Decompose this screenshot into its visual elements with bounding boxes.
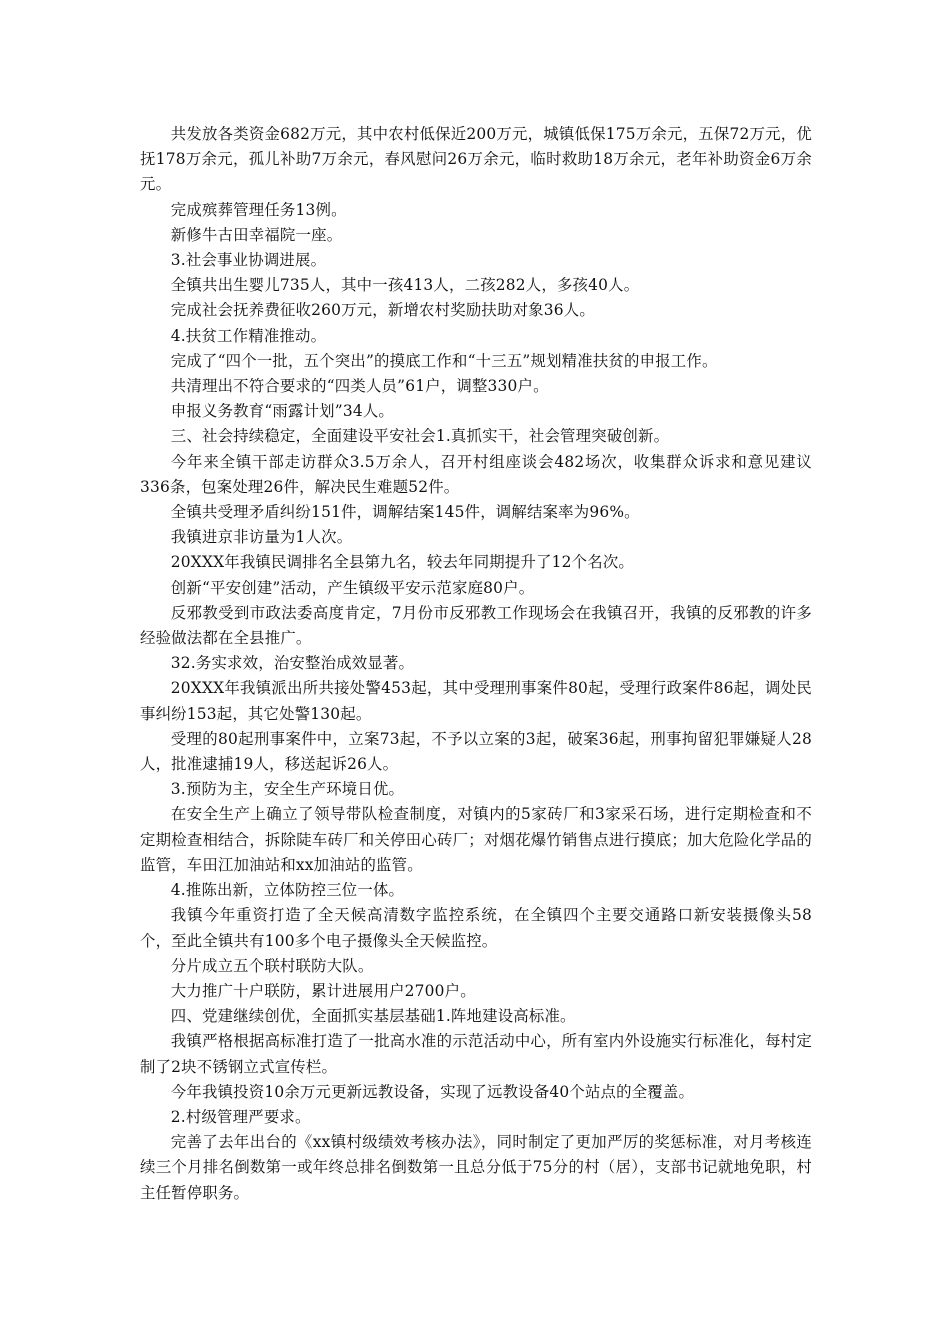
paragraph-cleanup: 共清理出不符合要求的“四类人员”61户，调整330户。 (170, 377, 549, 396)
paragraph-disputes: 全镇共受理矛盾纠纷151件，调解结案145件，调解结案率为96%。 (170, 503, 640, 522)
paragraph-heading-social: 3.社会事业协调进展。 (170, 251, 327, 270)
paragraph-criminal-cases: 受理的80起刑事案件中，立案73起，不予以立案的3起，破案36起，刑事拘留犯罪嫌疑人28人，批准逮捕19人，移送起诉26人。 (140, 729, 812, 774)
paragraph-heading-stability: 三、社会持续稳定，全面建设平安社会1.真抓实干，社会管理突破创新。 (170, 427, 670, 446)
paragraph-visits: 今年来全镇干部走访群众3.5万余人，召开村组座谈会482场次，收集群众诉求和意见建议336条，包案处理26件，解决民生难题52件。 (140, 452, 812, 496)
paragraph-assessment: 完善了去年出台的《xx镇村级绩效考核办法》，同时制定了更加严厉的奖惩标准，对月考核连续三个月排名倒数第一或年终总排名倒数第一且总分低于75分的村（居），支部书记就地免职，村主任暂停职务。 (140, 1133, 812, 1202)
paragraph-welfare-home: 新修牛古田幸福院一座。 (170, 225, 343, 244)
paragraph-safe-campaign: 创新“平安创建”活动，产生镇级平安示范家庭80户。 (170, 578, 535, 597)
paragraph-heading-safety: 3.预防为主，安全生产环境日优。 (170, 780, 405, 799)
paragraph-rain-plan: 申报义务教育“雨露计划”34人。 (170, 402, 395, 421)
paragraph-heading-village: 2.村级管理严要求。 (170, 1107, 311, 1126)
paragraph-heading-poverty: 4.扶贫工作精准推动。 (170, 326, 327, 345)
document-body (140, 122, 812, 1206)
paragraph-heading-prevention: 4.推陈出新，立体防控三位一体。 (170, 881, 405, 900)
paragraph-funds: 共发放各类资金682万元，其中农村低保近200万元，城镇低保175万余元，五保72万元，优抚178万余元，孤儿补助7万余元，春风慰问26万余元，临时救助18万余元，老年补助资金6万余元。 (140, 125, 812, 194)
paragraph-joint-defense: 分片成立五个联村联防大队。 (170, 956, 374, 975)
paragraph-activity-center: 我镇严格根据高标准打造了一批高水准的示范活动中心，所有室内外设施实行标准化，每村定制了2块不锈钢立式宣传栏。 (140, 1032, 812, 1076)
paragraph-remote-edu: 今年我镇投资10余万元更新远教设备，实现了远教设备40个站点的全覆盖。 (170, 1082, 695, 1101)
paragraph-inspection: 在安全生产上确立了领导带队检查制度，对镇内的5家砖厂和3家采石场，进行定期检查和不定期检查相结合，拆除陡车砖厂和关停田心砖厂；对烟花爆竹销售点进行摸底；加大危险化学品的监管，车田江加油站和xx加油站的监管。 (140, 805, 812, 874)
paragraph-ranking: 20XXX年我镇民调排名全县第九名，较去年同期提升了12个名次。 (170, 553, 635, 572)
paragraph-heading-party: 四、党建继续创优，全面抓实基层基础1.阵地建设高标准。 (170, 1007, 576, 1026)
paragraph-cameras: 我镇今年重资打造了全天候高清数字监控系统，在全镇四个主要交通路口新安装摄像头58个，至此全镇共有100多个电子摄像头全天候监控。 (140, 906, 812, 950)
paragraph-survey: 完成了“四个一批，五个突出”的摸底工作和“十三五”规划精准扶贫的申报工作。 (170, 351, 718, 370)
paragraph-anti-cult: 反邪教受到市政法委高度肯定，7月份市反邪教工作现场会在我镇召开，我镇的反邪教的许多经验做法都在全县推广。 (140, 603, 812, 648)
paragraph-heading-security: 32.务实求效，治安整治成效显著。 (170, 654, 415, 673)
paragraph-funeral: 完成殡葬管理任务13例。 (170, 200, 347, 219)
paragraph-households: 大力推广十户联防，累计进展用户2700户。 (170, 981, 476, 1000)
paragraph-births: 全镇共出生婴儿735人，其中一孩413人，二孩282人，多孩40人。 (170, 276, 640, 295)
paragraph-petitions: 我镇进京非访量为1人次。 (170, 528, 353, 547)
paragraph-police: 20XXX年我镇派出所共接处警453起，其中受理刑事案件80起，受理行政案件86起，调处民事纠纷153起，其它处警130起。 (140, 679, 812, 723)
paragraph-fees: 完成社会抚养费征收260万元，新增农村奖励扶助对象36人。 (170, 301, 595, 320)
